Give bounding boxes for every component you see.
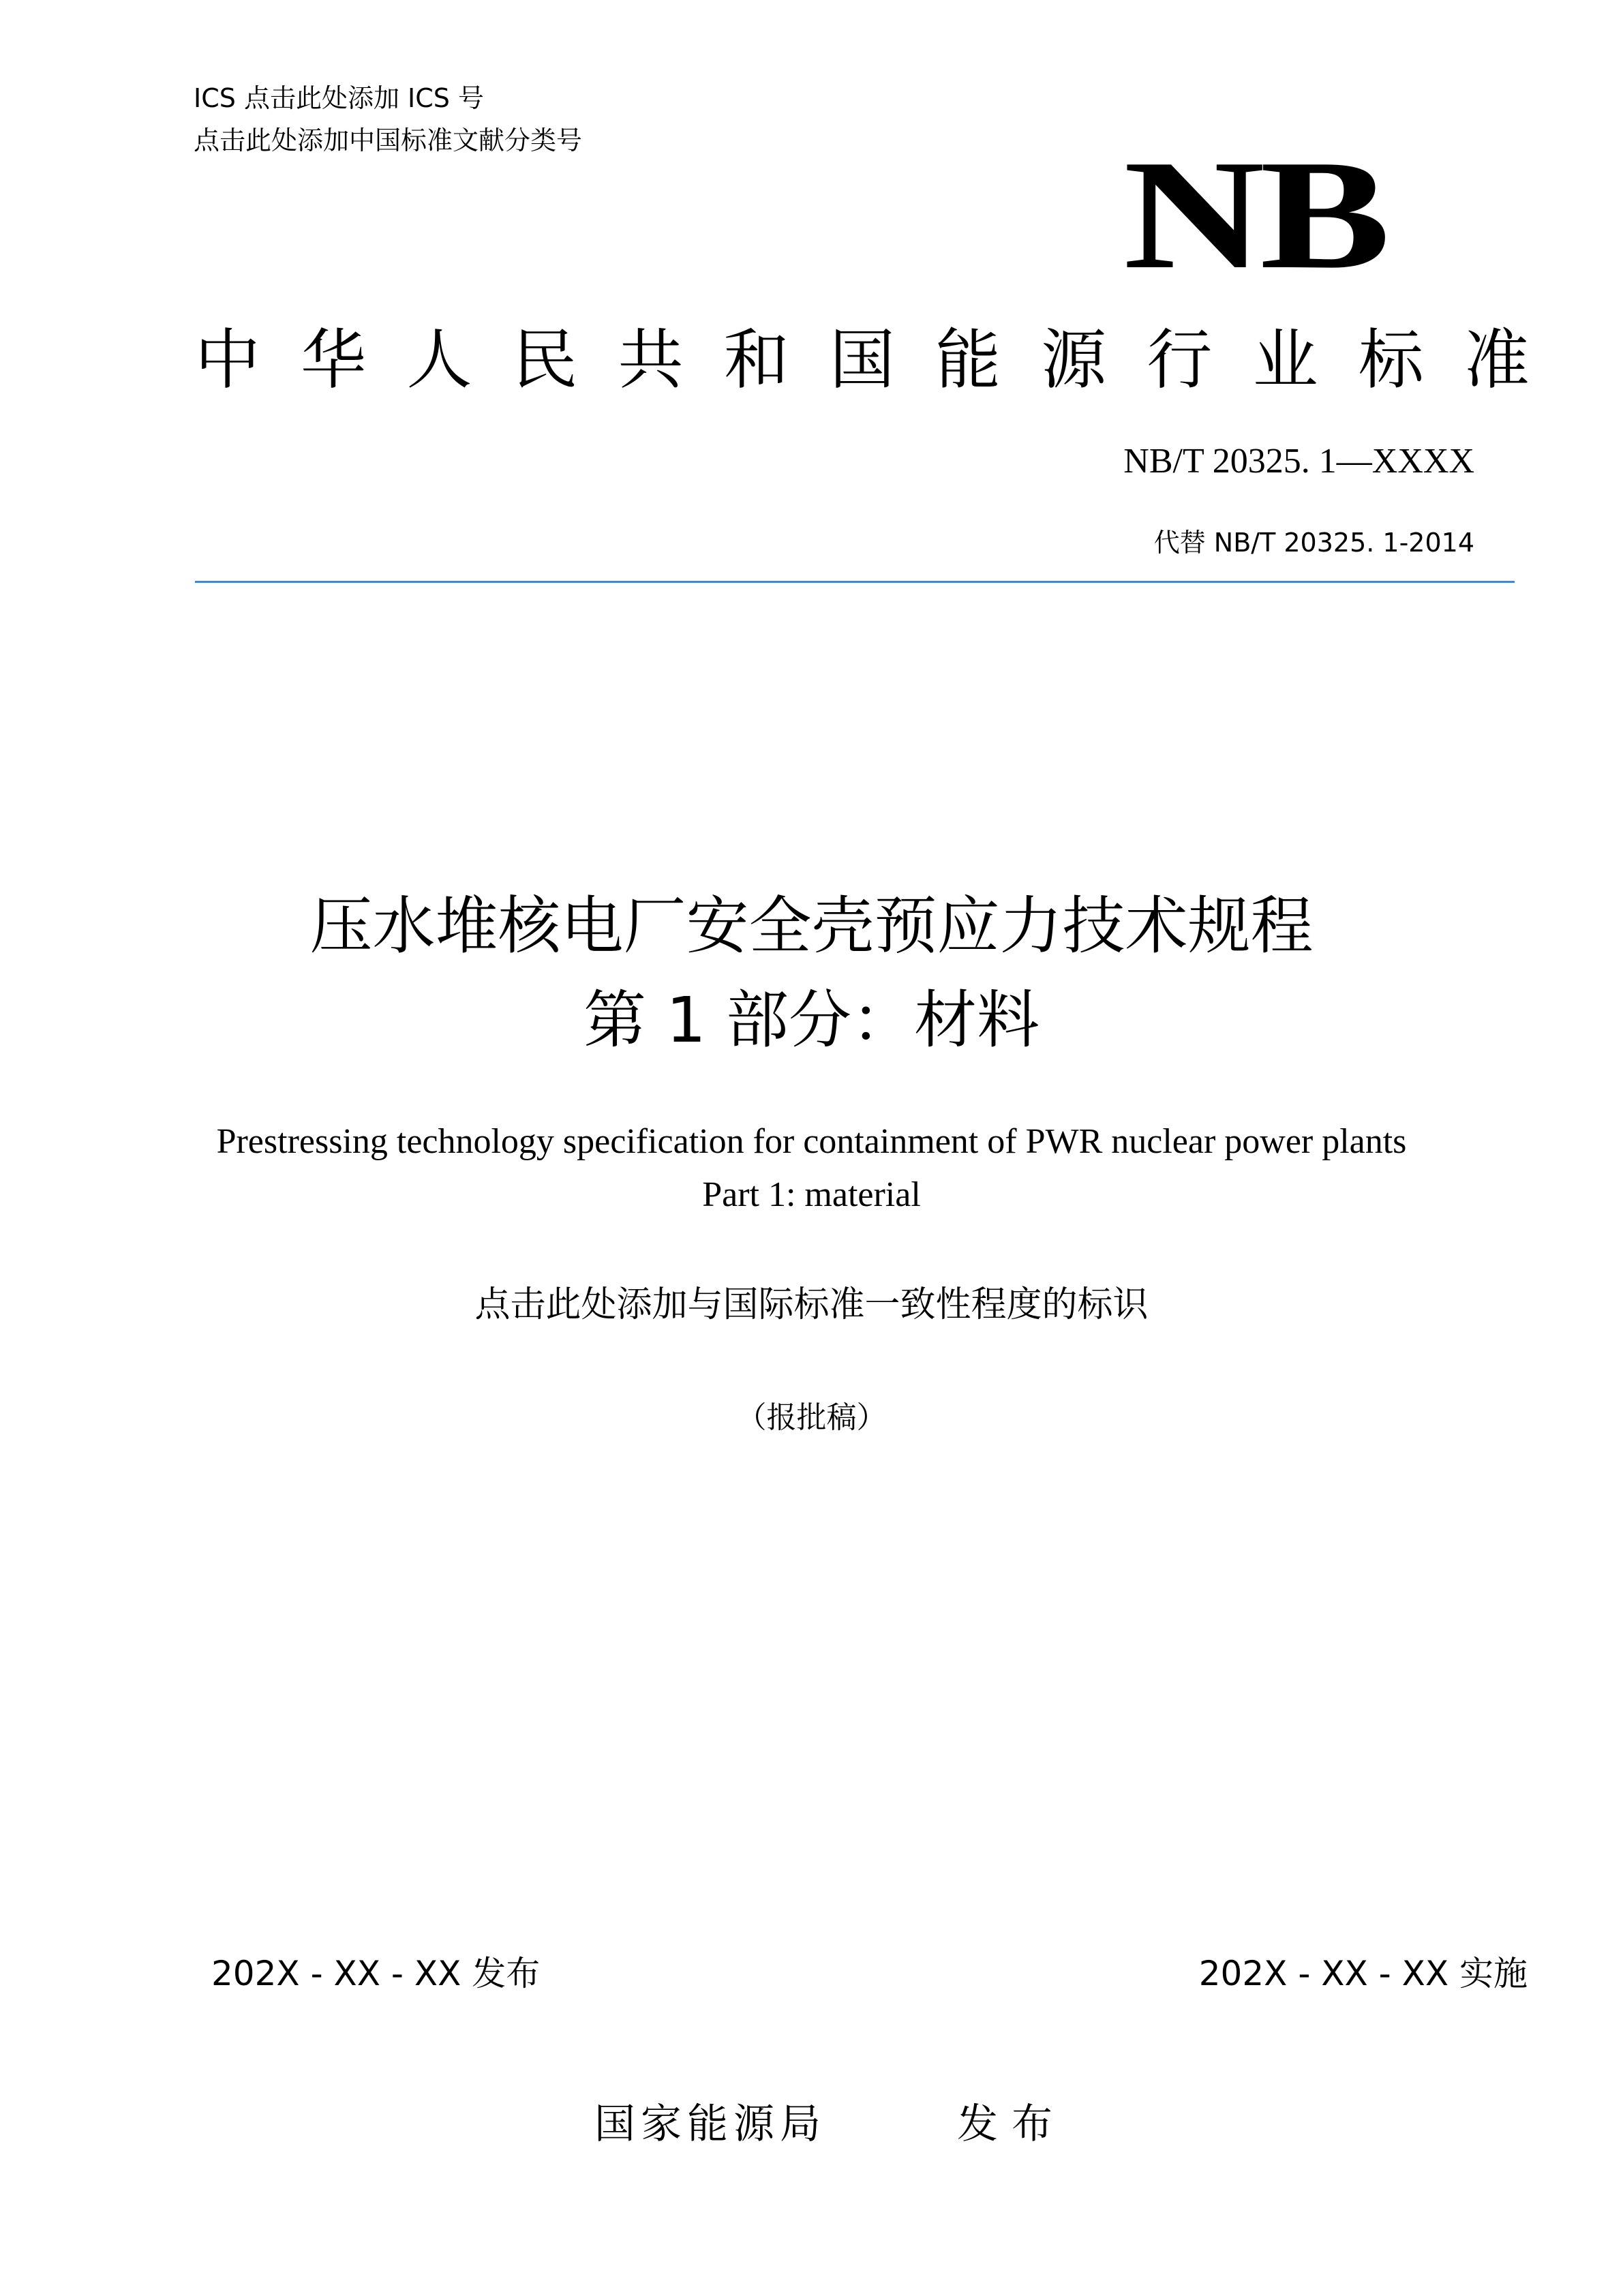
publish-label: 发布 bbox=[957, 2100, 1066, 2148]
org-title-char: 标 bbox=[1358, 322, 1424, 398]
org-title-char: 业 bbox=[1252, 322, 1318, 398]
title-english-line1: Prestressing technology specification for containment of PWR nuclear power plants bbox=[216, 1122, 1407, 1161]
title-chinese-line1: 压水堆核电厂安全壳预应力技术规程 bbox=[309, 890, 1314, 963]
org-title-char: 准 bbox=[1463, 322, 1530, 398]
org-title-char: 人 bbox=[406, 322, 472, 398]
organization-title bbox=[195, 319, 1530, 401]
consistency-identifier: 点击此处添加与国际标准一致性程度的标识 bbox=[474, 1286, 1149, 1325]
org-title-char: 源 bbox=[1041, 322, 1107, 398]
org-title-char: 共 bbox=[618, 322, 684, 398]
publish-date: 202X - XX - XX 发布 bbox=[211, 1954, 541, 1993]
publisher-name: 国家能源局 bbox=[594, 2100, 826, 2148]
standard-number: NB/T 20325. 1—XXXX bbox=[1123, 442, 1474, 481]
implementation-date: 202X - XX - XX 实施 bbox=[1198, 1954, 1528, 1993]
org-title-char: 华 bbox=[301, 322, 367, 398]
nb-logo: NB bbox=[1123, 127, 1386, 301]
header-divider bbox=[195, 581, 1515, 583]
org-title-char: 中 bbox=[195, 322, 260, 398]
title-english-line2: Part 1: material bbox=[702, 1175, 921, 1214]
org-title-char: 能 bbox=[935, 322, 1001, 398]
ics-code: ICS 点击此处添加 ICS 号 bbox=[194, 83, 484, 113]
org-title-char: 民 bbox=[512, 322, 578, 398]
classification-code: 点击此处添加中国标准文献分类号 bbox=[194, 125, 583, 155]
org-title-char: 和 bbox=[723, 322, 789, 398]
title-chinese-line2: 第 1 部分：材料 bbox=[583, 984, 1040, 1057]
org-title-char: 国 bbox=[829, 322, 895, 398]
org-title-char: 行 bbox=[1147, 322, 1213, 398]
replaces-standard: 代替 NB/T 20325. 1-2014 bbox=[1153, 528, 1474, 558]
draft-status: （报批稿） bbox=[736, 1401, 887, 1434]
